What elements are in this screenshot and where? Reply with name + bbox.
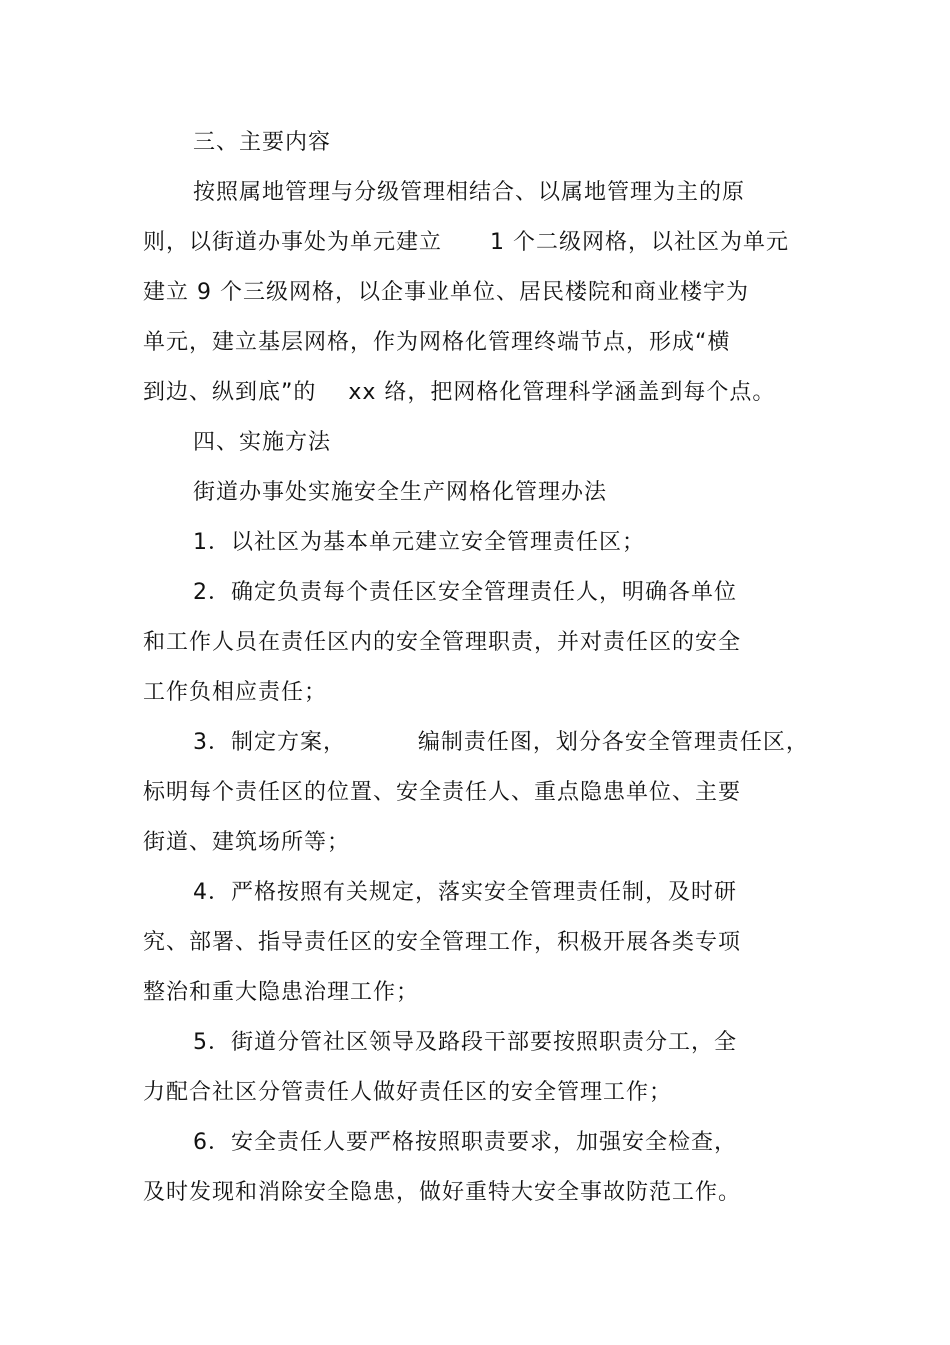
- list-item-2-cont: 和工作人员在责任区内的安全管理职责，并对责任区的安全: [143, 630, 742, 655]
- list-item-3-cont: 标明每个责任区的位置、安全责任人、重点隐患单位、主要: [143, 780, 742, 805]
- list-item-4-cont: 整治和重大隐患治理工作；: [143, 980, 420, 1005]
- section-heading-3: 三、主要内容: [193, 130, 332, 155]
- paragraph-line: 到边、纵到底”的 xx 络，把网格化管理科学涵盖到每个点。: [143, 380, 776, 405]
- paragraph-line: 建立 9 个三级网格，以企事业单位、居民楼院和商业楼宇为: [143, 280, 749, 305]
- paragraph-line: 街道办事处实施安全生产网格化管理办法: [193, 480, 608, 505]
- paragraph-line: 则，以街道办事处为单元建立 1 个二级网格，以社区为单元: [143, 230, 789, 255]
- list-item-1: 1．以社区为基本单元建立安全管理责任区；: [193, 530, 645, 555]
- list-item-2: 2．确定负责每个责任区安全管理责任人，明确各单位: [193, 580, 737, 605]
- list-item-6-cont: 及时发现和消除安全隐患，做好重特大安全事故防范工作。: [143, 1180, 742, 1205]
- list-item-3-cont: 街道、建筑场所等；: [143, 830, 351, 855]
- list-item-5: 5．街道分管社区领导及路段干部要按照职责分工，全: [193, 1030, 737, 1055]
- list-item-5-cont: 力配合社区分管责任人做好责任区的安全管理工作；: [143, 1080, 673, 1105]
- paragraph-line: 按照属地管理与分级管理相结合、以属地管理为主的原: [193, 180, 746, 205]
- list-item-6: 6．安全责任人要严格按照职责要求，加强安全检查，: [193, 1130, 737, 1155]
- list-item-4-cont: 究、部署、指导责任区的安全管理工作，积极开展各类专项: [143, 930, 742, 955]
- list-item-2-cont: 工作负相应责任；: [143, 680, 328, 705]
- paragraph-line: 单元，建立基层网格，作为网格化管理终端节点，形成“横: [143, 330, 731, 355]
- section-heading-4: 四、实施方法: [193, 430, 332, 455]
- list-item-4: 4．严格按照有关规定，落实安全管理责任制，及时研: [193, 880, 737, 905]
- list-item-3: 3．制定方案， 编制责任图，划分各安全管理责任区，: [193, 730, 809, 755]
